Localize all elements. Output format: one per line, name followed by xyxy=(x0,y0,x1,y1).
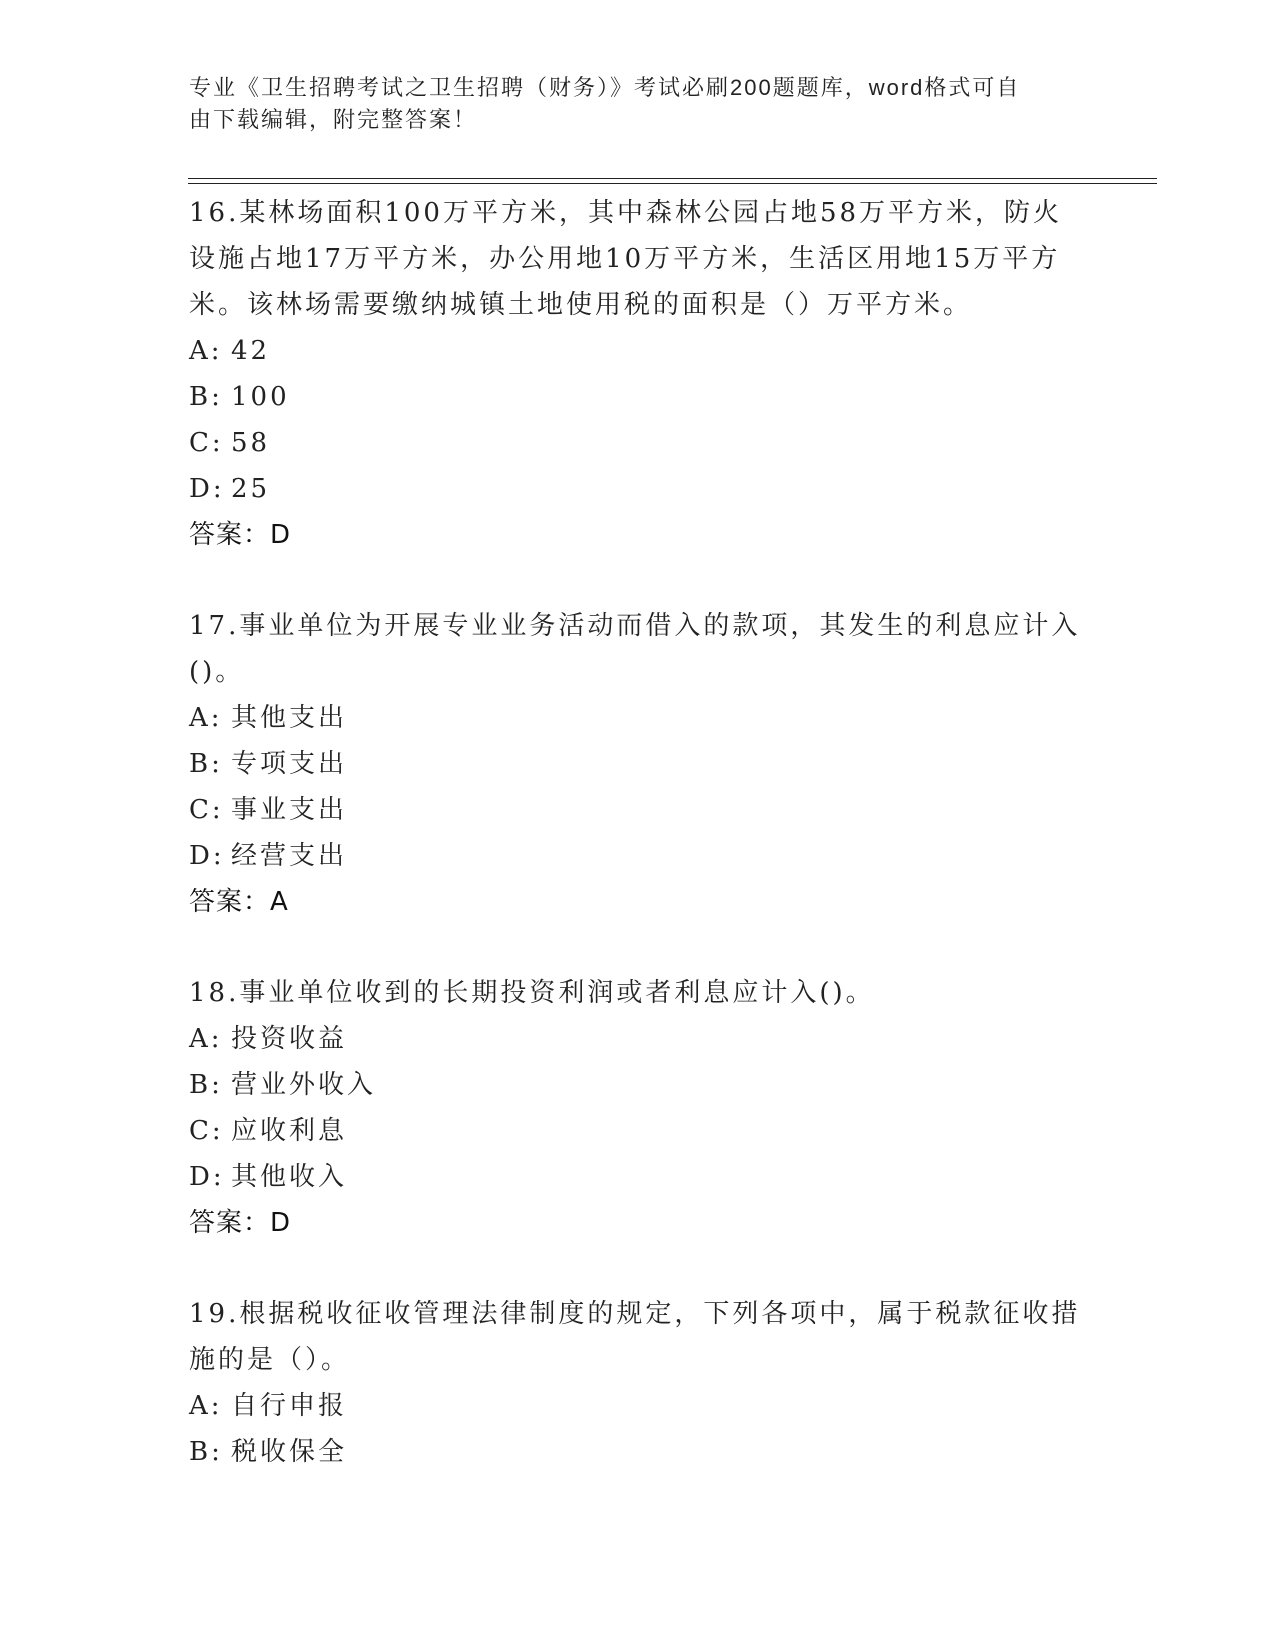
option-key: C: xyxy=(189,795,224,825)
answer-option xyxy=(189,328,1089,374)
option-key: B: xyxy=(189,1070,223,1100)
answer-option xyxy=(189,1429,1089,1475)
option-key: A: xyxy=(189,1391,223,1421)
option-key: C: xyxy=(189,1116,224,1146)
option-key: D: xyxy=(189,474,225,504)
question-block xyxy=(189,603,1089,925)
option-key: B: xyxy=(189,382,223,412)
question-block xyxy=(189,1291,1089,1475)
answer-option xyxy=(189,787,1089,833)
question-stem-line: 17.事业单位为开展专业业务活动而借入的款项，其发生的利息应计入 xyxy=(189,611,1081,641)
question-stem-line: ()。 xyxy=(189,657,245,687)
header-line-1: 专业《卫生招聘考试之卫生招聘（财务）》考试必刷200题题库，word格式可自 xyxy=(189,75,1021,100)
header-line-2: 由下载编辑，附完整答案！ xyxy=(189,107,478,132)
answer-option xyxy=(189,1383,1089,1429)
question-stem-line: 施的是（）。 xyxy=(189,1345,351,1375)
option-text: 自行申报 xyxy=(231,1391,348,1421)
option-text: 25 xyxy=(231,474,271,504)
answer-line: 答案：A xyxy=(189,887,289,917)
option-key: D: xyxy=(189,1162,225,1192)
option-key: B: xyxy=(189,1437,223,1467)
answer-option xyxy=(189,695,1089,741)
option-text: 税收保全 xyxy=(231,1437,348,1467)
answer-option xyxy=(189,1154,1089,1200)
option-key: A: xyxy=(189,703,223,733)
option-key: D: xyxy=(189,841,225,871)
option-key: C: xyxy=(189,428,224,458)
option-text: 投资收益 xyxy=(231,1024,348,1054)
question-stem-line: 16.某林场面积100万平方米，其中森林公园占地58万平方米，防火 xyxy=(189,198,1063,228)
option-text: 42 xyxy=(231,336,271,366)
option-key: A: xyxy=(189,1024,223,1054)
option-key: A: xyxy=(189,336,223,366)
answer-option xyxy=(189,420,1089,466)
option-text: 经营支出 xyxy=(231,841,348,871)
option-key: B: xyxy=(189,749,223,779)
answer-option xyxy=(189,1062,1089,1108)
answer-option xyxy=(189,466,1089,512)
document-header xyxy=(189,72,1069,136)
option-text: 营业外收入 xyxy=(231,1070,377,1100)
question-stem-line: 19.根据税收征收管理法律制度的规定，下列各项中，属于税款征收措 xyxy=(189,1299,1081,1329)
option-text: 应收利息 xyxy=(231,1116,348,1146)
answer-option xyxy=(189,833,1089,879)
option-text: 专项支出 xyxy=(231,749,348,779)
question-stem-line: 设施占地17万平方米，办公用地10万平方米，生活区用地15万平方 xyxy=(189,244,1061,274)
option-text: 其他支出 xyxy=(231,703,348,733)
question-block xyxy=(189,190,1089,558)
question-block xyxy=(189,970,1089,1246)
option-text: 事业支出 xyxy=(231,795,348,825)
answer-option xyxy=(189,741,1089,787)
option-text: 58 xyxy=(231,428,271,458)
option-text: 其他收入 xyxy=(231,1162,348,1192)
question-list xyxy=(189,190,1089,1520)
answer-option xyxy=(189,374,1089,420)
question-stem-line: 18.事业单位收到的长期投资利润或者利息应计入()。 xyxy=(189,978,875,1008)
answer-line: 答案：D xyxy=(189,520,292,550)
answer-line: 答案：D xyxy=(189,1208,292,1238)
question-stem-line: 米。该林场需要缴纳城镇土地使用税的面积是（）万平方米。 xyxy=(189,290,973,320)
header-divider-bottom xyxy=(188,183,1157,184)
answer-option xyxy=(189,1016,1089,1062)
header-divider-top xyxy=(188,178,1157,179)
answer-option xyxy=(189,1108,1089,1154)
option-text: 100 xyxy=(231,382,290,412)
